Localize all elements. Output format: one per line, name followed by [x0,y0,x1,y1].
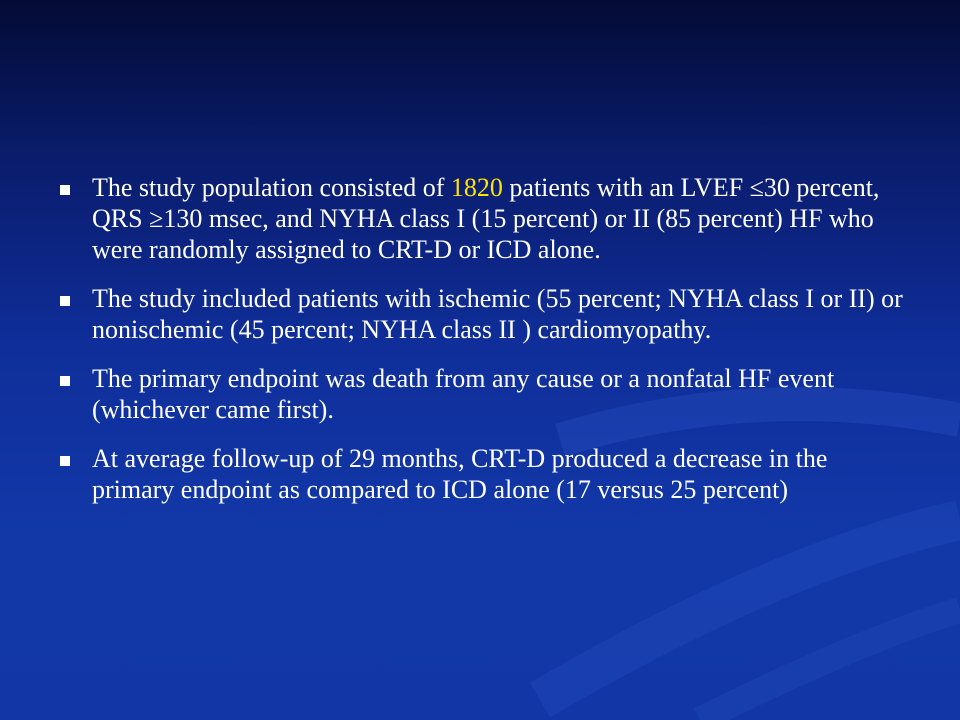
bullet-1-text-end: patients with an LVEF ≤30 percent, QRS ≥130 msec, and NYHA class I (15 percent) or II (85 percent) HF who were randomly assigned to CRT-D or ICD alone. [92,173,880,264]
square-bullet-icon [60,296,70,306]
square-bullet-icon [60,376,70,386]
square-bullet-icon [60,456,70,466]
bullet-list [58,172,908,523]
bullet-item-1 [58,172,908,265]
bullet-2-text: The study included patients with ischemic (55 percent; NYHA class I or II) or nonischemic (45 percent; NYHA class II ) cardiomyopathy. [92,284,903,344]
bullet-item-3 [58,363,908,425]
square-bullet-icon [60,185,70,195]
bullet-item-2 [58,283,908,345]
bullet-item-4 [58,443,908,505]
bullet-3-text: The primary endpoint was death from any cause or a nonfatal HF event (whichever came first). [92,364,835,424]
bullet-1-text-start: The study population consisted of [92,173,451,202]
patient-count-highlight: 1820 [450,173,503,202]
bullet-4-text: At average follow-up of 29 months, CRT-D produced a decrease in the primary endpoint as compared to ICD alone (17 versus 25 percent) [92,444,828,504]
